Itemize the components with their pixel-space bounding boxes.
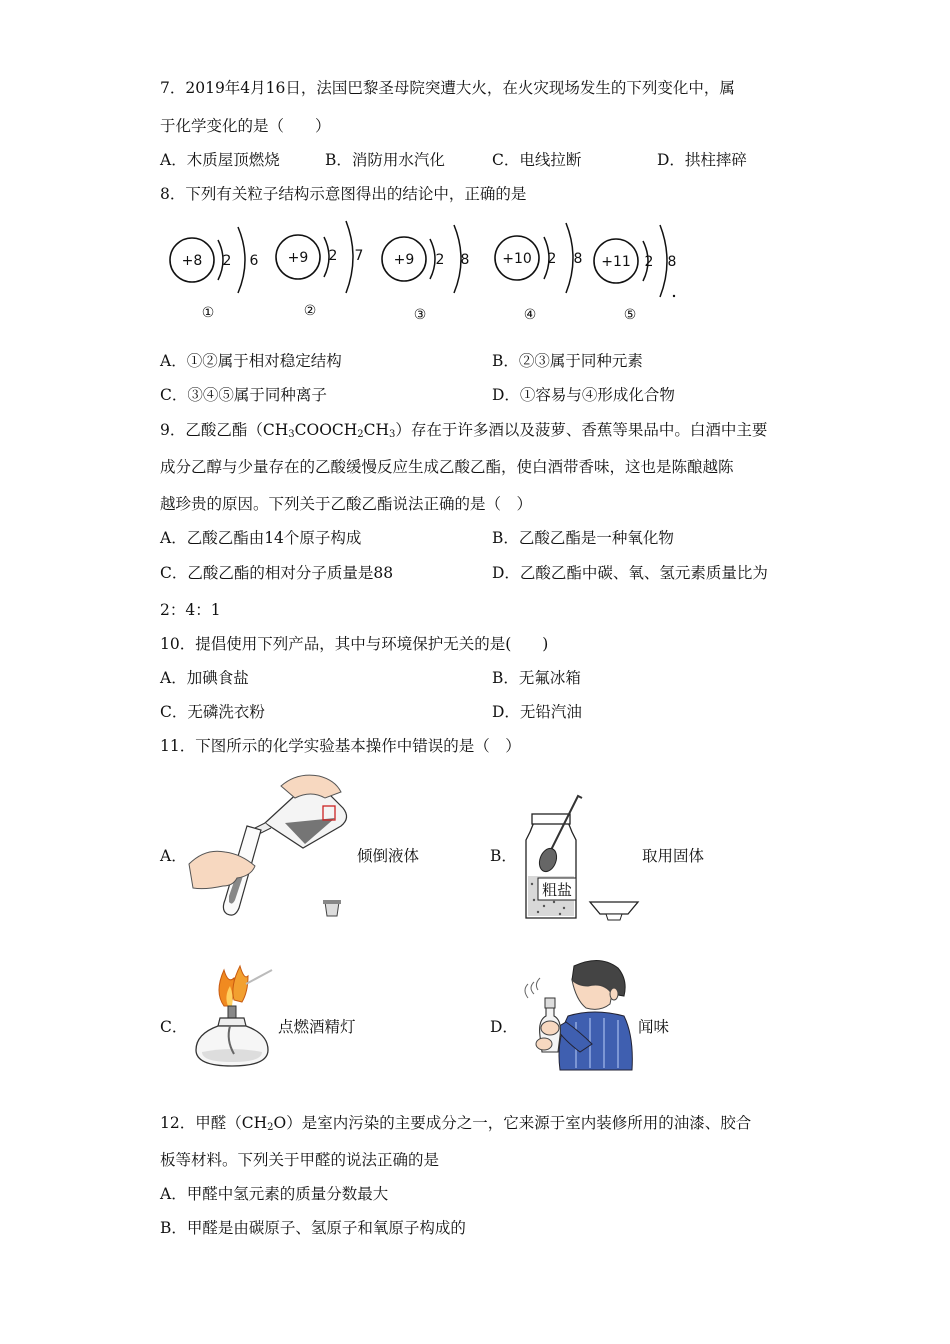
atom-3-shell-1: 2 [435, 252, 445, 268]
q7-option-c: C．电线拉断 [492, 151, 582, 169]
q11-item-a-caption: 倾倒液体 [357, 847, 420, 865]
q11-item-b-letter: B． [490, 847, 517, 865]
q10-option-c: C．无磷洗衣粉 [160, 703, 265, 721]
atom-1-shell-1: 2 [222, 253, 232, 269]
atom-3-label: ③ [413, 307, 427, 323]
q9-option-d: D．乙酸乙酯中碳、氧、氢元素质量比为 [492, 564, 768, 582]
q10-option-a: A．加碘食盐 [160, 669, 249, 687]
atom-1-label: ① [201, 305, 215, 321]
q9-stem-line3: 越珍贵的原因。下列关于乙酸乙酯说法正确的是（ ） [160, 495, 533, 513]
atom-diagram-4 [495, 223, 582, 323]
atom-2-shell-2: 7 [354, 248, 364, 264]
q8-option-b: B．②③属于同种元素 [492, 352, 643, 370]
atom-3-nucleus: +9 [393, 252, 415, 268]
q11-stem: 11．下图所示的化学实验基本操作中错误的是（ ） [160, 737, 521, 755]
atom-3-shell-2: 8 [460, 252, 470, 268]
q8-stem: 8．下列有关粒子结构示意图得出的结论中，正确的是 [160, 185, 527, 203]
q7-option-d: D．拱柱摔碎 [657, 151, 747, 169]
q12-option-b: B．甲醛是由碳原子、氢原子和氧原子构成的 [160, 1219, 466, 1237]
pouring-liquid-illustration [185, 768, 360, 920]
smelling-illustration [520, 956, 638, 1072]
q11-item-d-caption: 闻味 [638, 1018, 670, 1036]
q9-option-d-continued: 2：4：1 [160, 601, 221, 619]
q11-item-c-caption: 点燃酒精灯 [278, 1018, 356, 1036]
q9-option-c: C．乙酸乙酯的相对分子质量是88 [160, 564, 394, 582]
q11-item-d-letter: D． [490, 1018, 518, 1036]
lighting-alcohol-lamp-illustration [190, 962, 280, 1070]
q10-option-b: B．无氟冰箱 [492, 669, 581, 687]
q8-option-c: C．③④⑤属于同种离子 [160, 386, 327, 404]
q10-option-d: D．无铅汽油 [492, 703, 582, 721]
atom-diagram-2 [276, 221, 363, 319]
q7-stem-line1: 7．2019年4月16日，法国巴黎圣母院突遭大火，在火灾现场发生的下列变化中，属 [160, 79, 735, 97]
q9-stem-line1: 9．乙酸乙酯$(CH_3COOCH_2CH_3)$存在于许多酒以及菠萝、香蕉等果品中。白酒中主要 [160, 421, 768, 440]
atom-2-shell-1: 2 [328, 248, 338, 264]
q9-stem-line2: 成分乙醇与少量存在的乙酸缓慢反应生成乙酸乙酯，使白酒带香味，这也是陈酿越陈 [160, 458, 734, 476]
q7-option-a: A．木质屋顶燃烧 [160, 151, 280, 169]
q9-option-a: A．乙酸乙酯由14个原子构成 [160, 529, 362, 547]
atom-diagram-5 [594, 225, 676, 323]
q11-item-c-letter: C． [160, 1018, 188, 1036]
q8-option-a: A．①②属于相对稳定结构 [160, 352, 342, 370]
atom-4-label: ④ [523, 307, 537, 323]
atom-5-shell-2: 8 [667, 254, 677, 270]
atom-diagram-3 [382, 225, 469, 323]
atom-2-label: ② [303, 303, 317, 319]
q11-item-a-letter: A． [160, 847, 187, 865]
atom-4-shell-2: 8 [573, 251, 583, 267]
atom-1-shell-2: 6 [249, 253, 259, 269]
q9-option-b: B．乙酸乙酯是一种氧化物 [492, 529, 674, 547]
atom-2-nucleus: +9 [287, 250, 309, 266]
atom-1-nucleus: +8 [181, 253, 203, 269]
jar-label-text: 粗盐 [541, 881, 573, 899]
q7-option-b: B．消防用水汽化 [325, 151, 445, 169]
atom-5-nucleus: +11 [601, 254, 631, 270]
q7-stem-line2: 于化学变化的是（ ） [160, 117, 331, 135]
atom-structure-diagrams [160, 215, 700, 330]
q12-stem-line1: 12．甲醛$(CH_2O)$是室内污染的主要成分之一，它来源于室内装修所用的油漆、胶合 [160, 1114, 752, 1133]
atom-5-label: ⑤ [623, 307, 637, 323]
q8-option-d: D．①容易与④形成化合物 [492, 386, 675, 404]
taking-solid-illustration [520, 792, 645, 924]
q10-stem: 10．提倡使用下列产品，其中与环境保护无关的是( ) [160, 635, 549, 653]
atom-4-shell-1: 2 [547, 251, 557, 267]
q12-option-a: A．甲醛中氢元素的质量分数最大 [160, 1185, 389, 1203]
q12-stem-line2: 板等材料。下列关于甲醛的说法正确的是 [160, 1151, 440, 1169]
q11-item-b-caption: 取用固体 [642, 847, 705, 865]
atom-diagram-1 [170, 227, 259, 321]
atom-4-nucleus: +10 [502, 251, 532, 267]
atom-5-shell-1: 2 [644, 254, 654, 270]
